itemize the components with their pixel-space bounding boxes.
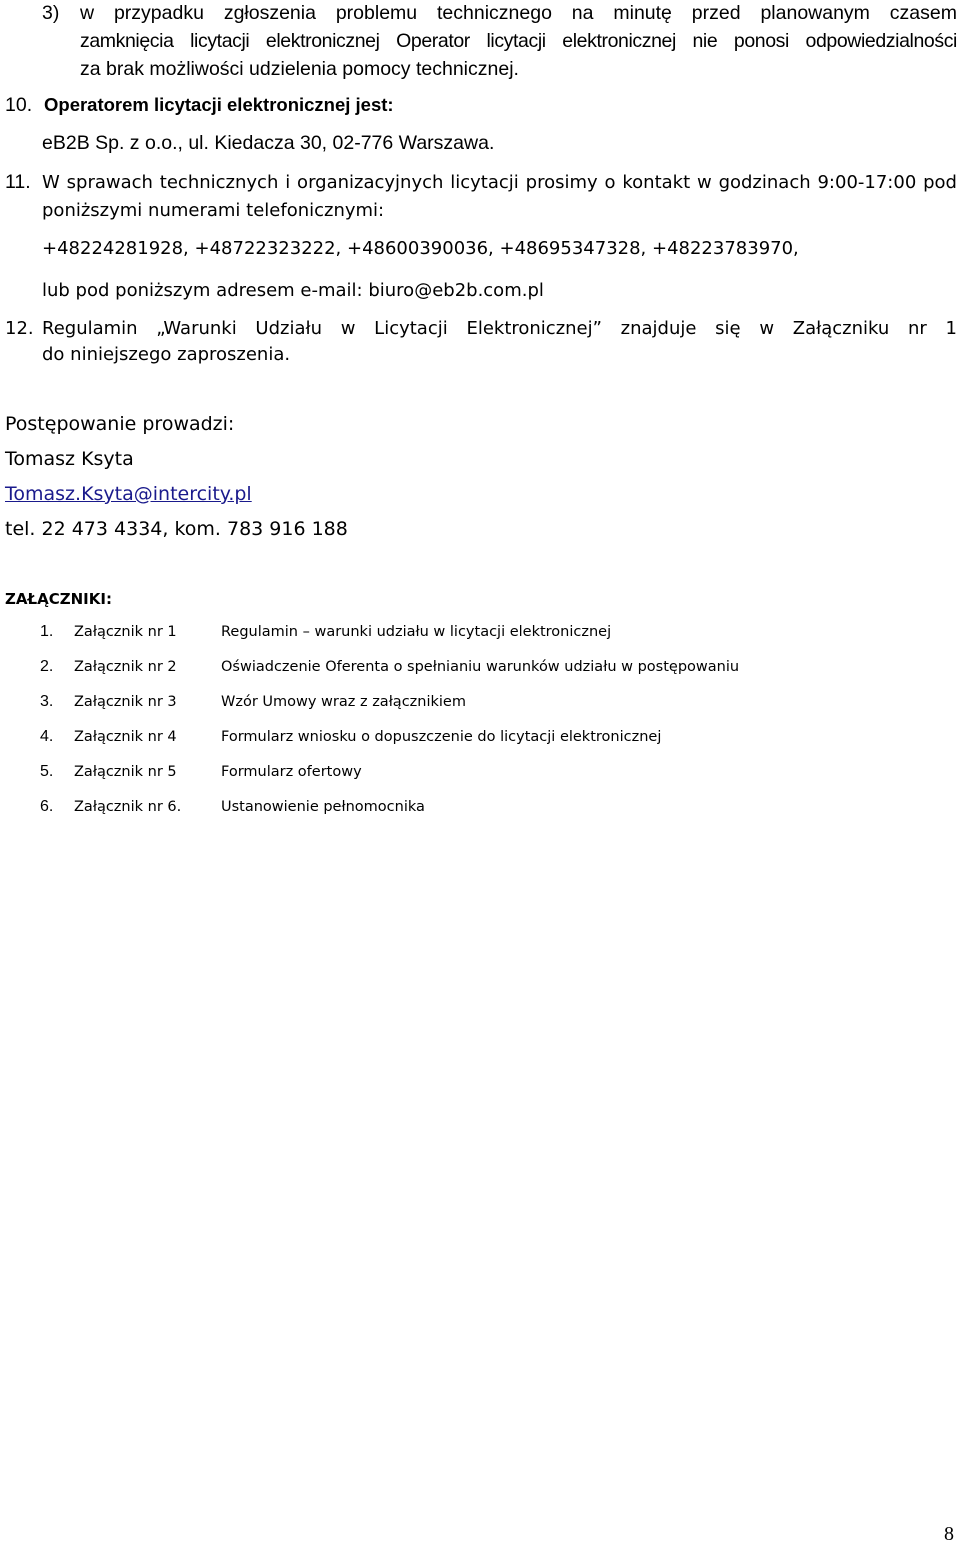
item-11-line-1: W sprawach technicznych i organizacyjnych licytacji prosimy o kontakt w godzinach 9:00-17:00 pod <box>42 172 957 193</box>
item-12-line-2: do niniejszego zaproszenia. <box>42 344 291 365</box>
contact-email-link[interactable]: Tomasz.Ksyta@intercity.pl <box>5 483 252 505</box>
item-3-line-2: zamknięcia licytacji elektronicznej Operator licytacji elektronicznej nie ponosi odpowiedzialności <box>80 30 957 52</box>
attachment-description: Formularz ofertowy <box>221 764 362 780</box>
item-3-line-3: za brak możliwości udzielenia pomocy technicznej. <box>80 58 519 80</box>
operator-address: eB2B Sp. z o.o., ul. Kiedacza 30, 02-776 Warszawa. <box>42 132 495 154</box>
item-10-number: 10. <box>5 94 33 116</box>
attachment-number: 2. <box>40 658 54 675</box>
contact-name: Tomasz Ksyta <box>5 448 134 470</box>
item-3-line-1: w przypadku zgłoszenia problemu technicznego na minutę przed planowanym czasem <box>80 2 957 24</box>
email-line: lub pod poniższym adresem e-mail: biuro@eb2b.com.pl <box>42 280 544 301</box>
attachment-label: Załącznik nr 4 <box>74 729 177 745</box>
item-12-number: 12. <box>5 318 34 339</box>
attachment-description: Ustanowienie pełnomocnika <box>221 799 425 815</box>
contact-phone: tel. 22 473 4334, kom. 783 916 188 <box>5 518 348 540</box>
contact-heading: Postępowanie prowadzi: <box>5 413 235 435</box>
attachment-label: Załącznik nr 3 <box>74 694 177 710</box>
attachment-description: Oświadczenie Oferenta o spełnianiu warunków udziału w postępowaniu <box>221 659 740 675</box>
item-11-line-2: poniższymi numerami telefonicznymi: <box>42 200 385 221</box>
item-11-number: 11. <box>5 171 31 193</box>
attachment-label: Załącznik nr 6. <box>74 799 182 815</box>
attachment-label: Załącznik nr 5 <box>74 764 177 780</box>
attachment-description: Regulamin – warunki udziału w licytacji elektronicznej <box>221 624 612 640</box>
phone-numbers: +48224281928, +48722323222, +48600390036, +48695347328, +48223783970, <box>42 238 799 259</box>
attachment-label: Załącznik nr 1 <box>74 624 177 640</box>
item-12-line-1: Regulamin „Warunki Udziału w Licytacji Elektronicznej” znajduje się w Załączniku nr 1 <box>42 318 957 339</box>
item-3-number: 3) <box>42 2 60 24</box>
attachment-number: 1. <box>40 623 54 640</box>
page-number: 8 <box>944 1523 954 1545</box>
attachment-label: Załącznik nr 2 <box>74 659 177 675</box>
attachment-description: Formularz wniosku o dopuszczenie do licytacji elektronicznej <box>221 729 662 745</box>
attachment-number: 3. <box>40 693 54 710</box>
attachment-number: 4. <box>40 728 54 745</box>
attachments-heading: ZAŁĄCZNIKI: <box>5 590 112 608</box>
attachment-number: 6. <box>40 798 54 815</box>
attachment-description: Wzór Umowy wraz z załącznikiem <box>221 694 466 710</box>
item-10-heading: Operatorem licytacji elektronicznej jest: <box>44 94 394 115</box>
attachment-number: 5. <box>40 763 54 780</box>
